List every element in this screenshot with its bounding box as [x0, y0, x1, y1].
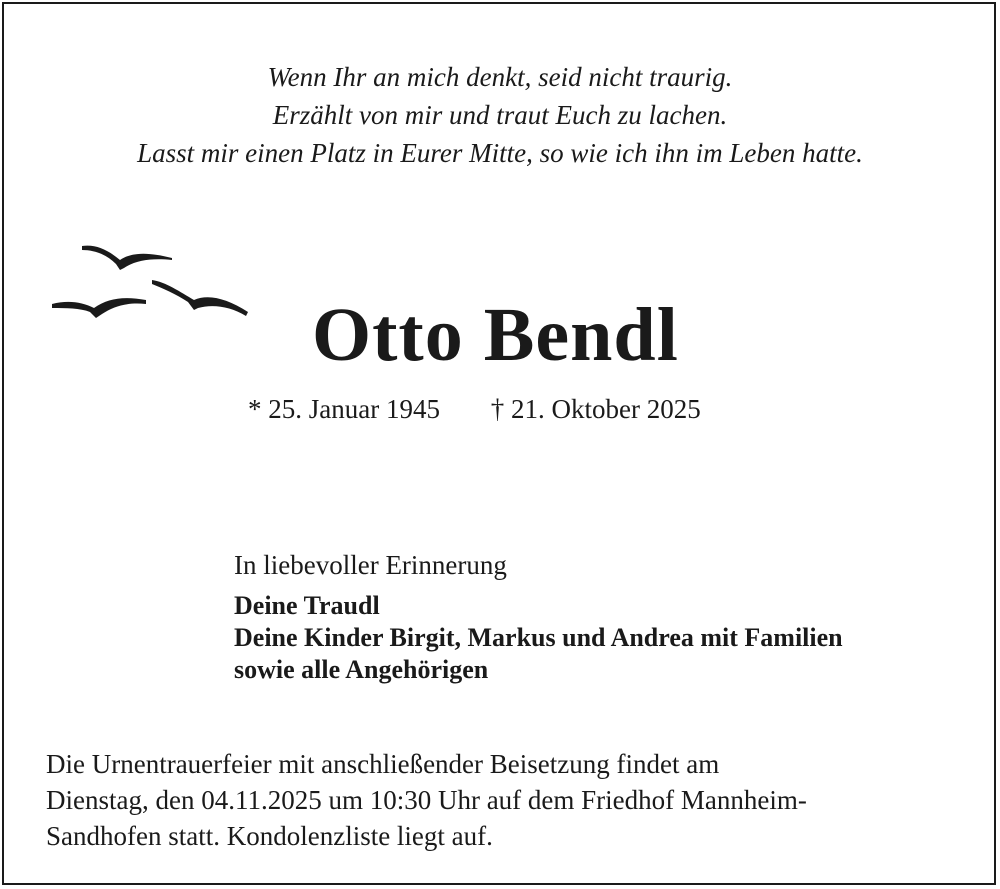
deceased-name: Otto Bendl — [312, 293, 679, 377]
bird-icon — [152, 280, 248, 316]
service-line: Sandhofen statt. Kondolenzliste liegt auf. — [46, 821, 493, 851]
poem-line: Lasst mir einen Platz in Eurer Mitte, so wie ich ihn im Leben hatte. — [137, 138, 863, 168]
life-dates — [248, 392, 701, 426]
poem-line: Wenn Ihr an mich denkt, seid nicht traurig. — [267, 62, 733, 92]
bird-icon — [82, 246, 172, 270]
memory-intro: In liebevoller Erinnerung — [234, 550, 507, 580]
mourners-list — [234, 590, 843, 686]
death-date: † 21. Oktober 2025 — [490, 394, 701, 424]
mourner-line: Deine Kinder Birgit, Markus und Andrea mit Familien — [234, 623, 843, 652]
service-line: Die Urnentrauerfeier mit anschließender Beisetzung findet am — [46, 749, 720, 779]
bird-icon — [52, 298, 146, 318]
flying-birds-icon — [48, 238, 258, 328]
mourner-line: sowie alle Angehörigen — [234, 655, 489, 684]
mourner-line: Deine Traudl — [234, 591, 380, 620]
birth-date: * 25. Januar 1945 — [248, 394, 440, 424]
poem-line: Erzählt von mir und traut Euch zu lachen. — [272, 100, 728, 130]
poem — [0, 58, 1000, 172]
service-details — [46, 746, 976, 854]
service-line: Dienstag, den 04.11.2025 um 10:30 Uhr auf dem Friedhof Mannheim- — [46, 785, 807, 815]
